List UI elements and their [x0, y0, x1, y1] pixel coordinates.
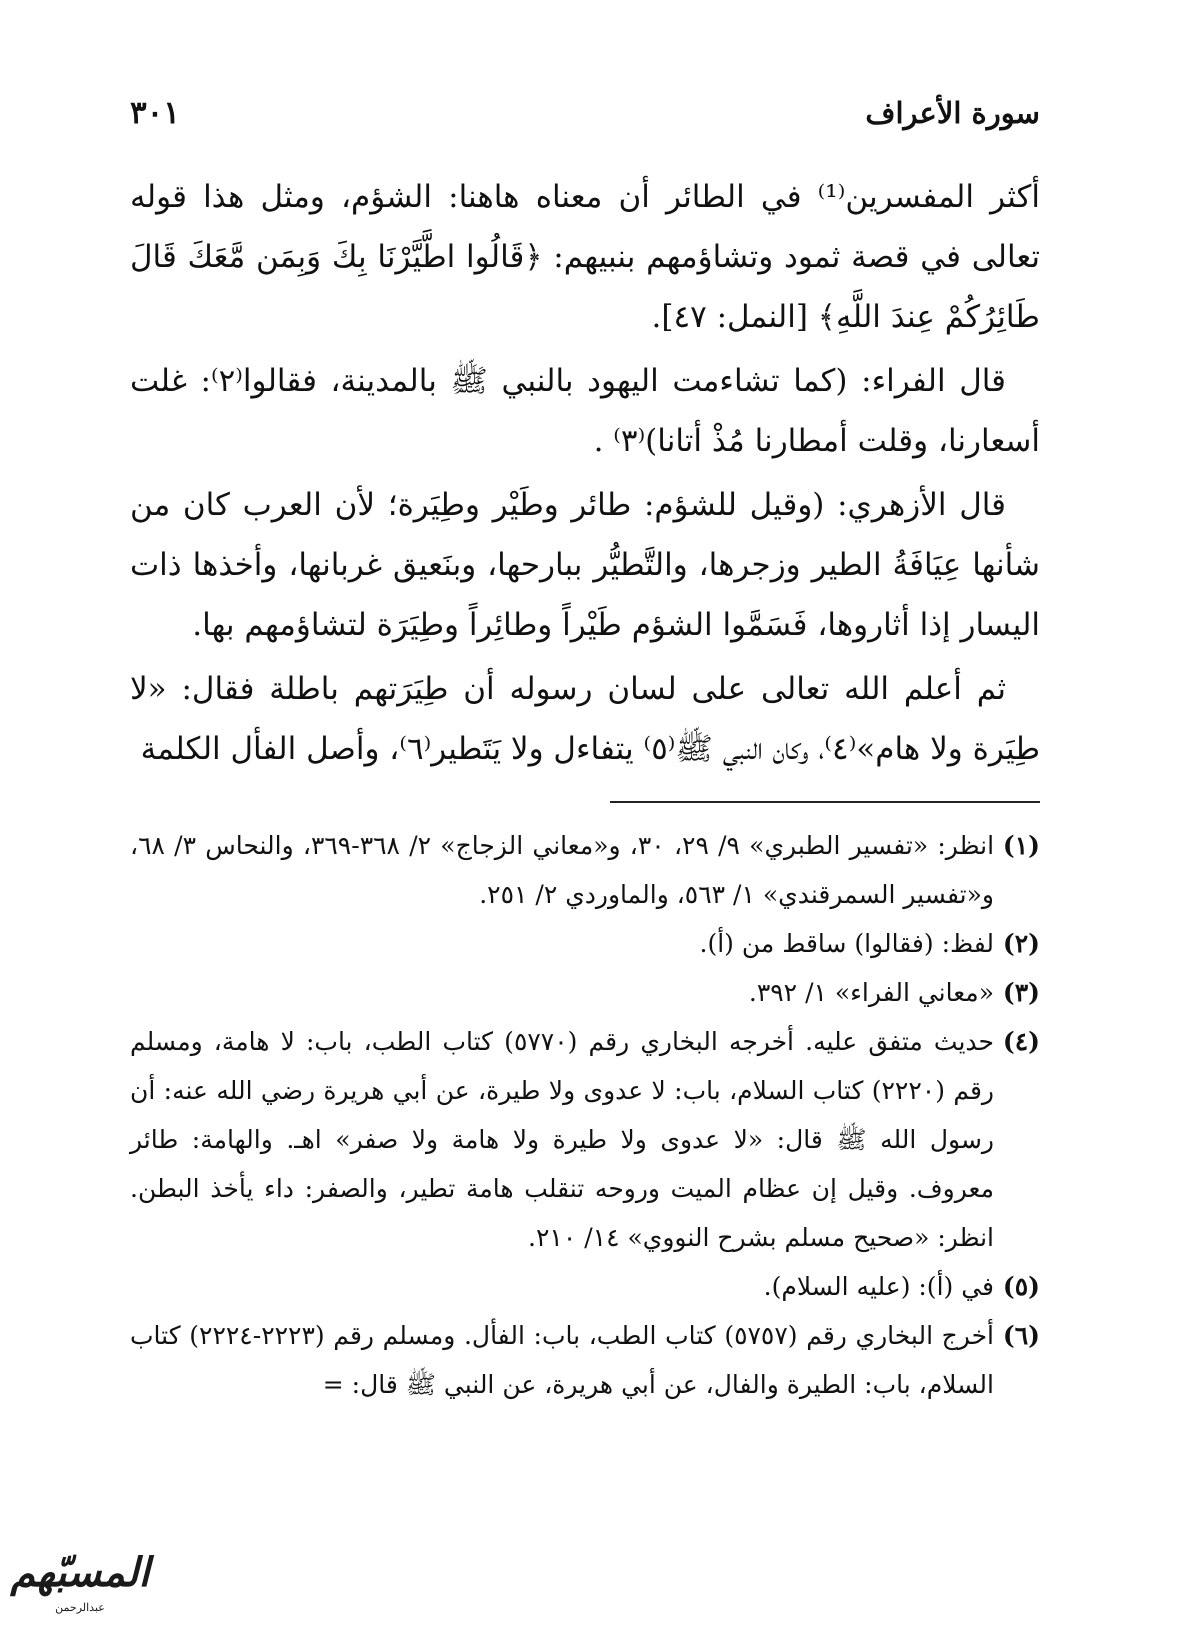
footnote-number: (٤) [1002, 1027, 1040, 1056]
footnote-text: أخرج البخاري رقم (٥٧٥٧) كتاب الطب، باب: الفأل. ومسلم رقم (٢٢٢٣-٢٢٢٤) كتاب السلام، باب: الطيرة والفال، عن أبي هريرة، عن النبي ﷺ قال: = [130, 1321, 994, 1399]
document-page [130, 95, 1040, 1409]
footnote [130, 1017, 1040, 1262]
paragraph: قال الفراء: (كما تشاءمت اليهود بالنبي ﷺ بالمدينة، فقالوا⁽٢⁾: غلت أسعارنا، وقلت أمطارنا مُذْ أتانا)⁽٣⁾ . [130, 363, 1040, 459]
footnote-number: (٥) [1002, 1272, 1040, 1301]
publisher-logo [10, 1545, 150, 1635]
logo-calligraphy: المسبّهم [10, 1549, 150, 1596]
footnote-number: (١) [1002, 831, 1040, 860]
footnote-divider [610, 801, 1040, 803]
paragraph: قال الأزهري: (وقيل للشؤم: طائر وطَيْر وطِيَرة؛ لأن العرب كان من شأنها عِيَافَةُ الطير وزجرها، والتَّطيُّر ببارحها، وبنَعيق غربانها، وأخذها ذات اليسار إذا أثاروها، فَسَمَّوا الشؤم طَيْراً وطائِراً وطِيَرَة لتشاؤمهم بها. [130, 487, 1040, 643]
logo-subtext: عبدالرحمن [55, 1601, 105, 1614]
footnote-text: «معاني الفراء» ١/ ٣٩٢. [748, 978, 994, 1007]
footnote-number: (٦) [1002, 1321, 1040, 1350]
footnote [130, 821, 1040, 919]
page-number: ٣٠١ [130, 95, 180, 131]
footnotes [130, 821, 1040, 1409]
surah-title: سورة الأعراف [865, 96, 1040, 130]
paragraph: ثم أعلم الله تعالى على لسان رسوله أن طِيَرَتهم باطلة فقال: «لا طِيَرة ولا هام»⁽٤⁾، وكان النبي ﷺ⁽٥⁾ يتفاءل ولا يَتَطير⁽٦⁾، وأصل الفأل الكلمة [130, 671, 1040, 767]
page-header [130, 95, 1040, 155]
footnote-number: (٣) [1002, 978, 1040, 1007]
paragraph: أكثر المفسرين⁽¹⁾ في الطائر أن معناه هاهنا: الشؤم، ومثل هذا قوله تعالى في قصة ثمود وتشاؤمهم بنبيهم: ﴿قَالُوا اطَّيَّرْنَا بِكَ وَبِمَن مَّعَكَ قَالَ طَائِرُكُمْ عِندَ اللَّهِ﴾ [النمل: ٤٧]. [130, 179, 1040, 335]
footnote [130, 919, 1040, 968]
footnote-text: حديث متفق عليه. أخرجه البخاري رقم (٥٧٧٠) كتاب الطب، باب: لا هامة، ومسلم رقم (٢٢٢٠) كتاب السلام، باب: لا عدوى ولا طيرة، عن أبي هريرة رضي الله عنه: أن رسول الله ﷺ قال: «لا عدوى ولا طيرة ولا هامة ولا صفر» اهـ. والهامة: طائر معروف. وقيل إن عظام الميت وروحه تنقلب هامة تطير، والصفر: داء يأخذ البطن. انظر: «صحيح مسلم بشرح النووي» ١٤/ ٢١٠. [130, 1027, 994, 1252]
footnote-number: (٢) [1002, 929, 1040, 958]
footnote [130, 968, 1040, 1017]
footnote-text: في (أ): (عليه السلام). [763, 1272, 994, 1301]
footnote-text: لفظ: (فقالوا) ساقط من (أ). [699, 929, 994, 958]
footnote [130, 1262, 1040, 1311]
footnote-text: انظر: «تفسير الطبري» ٩/ ٢٩، ٣٠، و«معاني الزجاج» ٢/ ٣٦٨-٣٦٩، والنحاس ٣/ ٦٨، و«تفسير السمرقندي» ١/ ٥٦٣، والماوردي ٢/ ٢٥١. [130, 831, 995, 909]
footnote [130, 1311, 1040, 1409]
main-text [130, 167, 1040, 779]
